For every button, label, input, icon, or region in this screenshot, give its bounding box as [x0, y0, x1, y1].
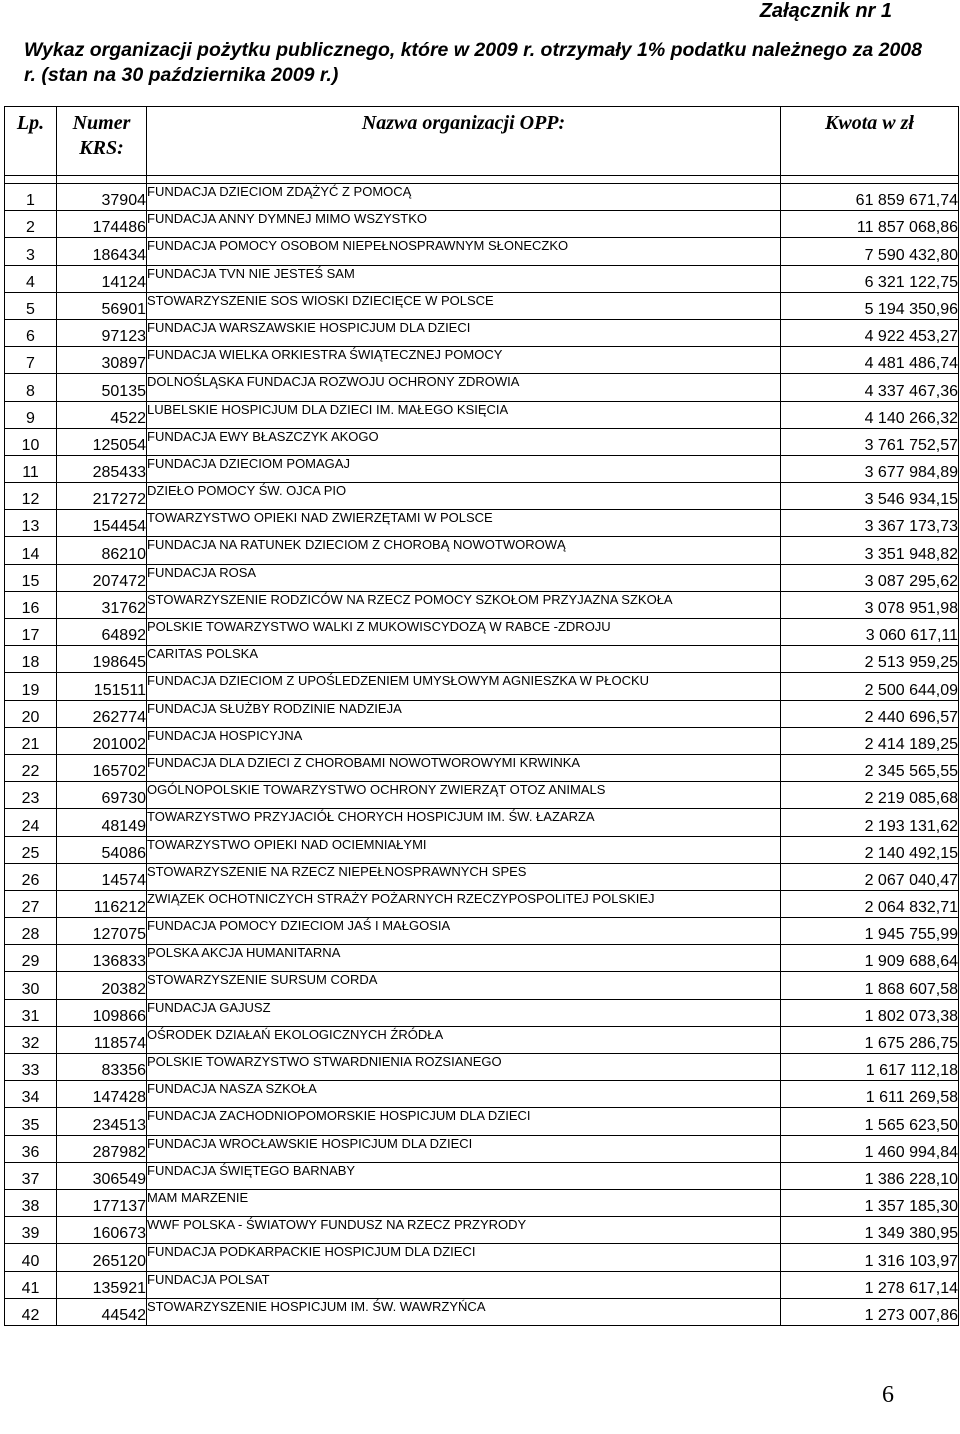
- cell-lp: 36: [5, 1135, 57, 1162]
- table-row: [5, 319, 959, 346]
- cell-lp: 34: [5, 1081, 57, 1108]
- cell-amount: 1 611 269,58: [781, 1081, 959, 1108]
- cell-krs: 217272: [57, 483, 147, 510]
- table-row: [5, 455, 959, 482]
- cell-krs: 198645: [57, 646, 147, 673]
- cell-amount: 1 386 228,10: [781, 1162, 959, 1189]
- table-row: [5, 374, 959, 401]
- cell-amount: 2 414 189,25: [781, 727, 959, 754]
- cell-lp: 8: [5, 374, 57, 401]
- cell-amount: 2 345 565,55: [781, 754, 959, 781]
- table-row: [5, 1081, 959, 1108]
- cell-amount: 2 140 492,15: [781, 836, 959, 863]
- cell-amount: 1 868 607,58: [781, 972, 959, 999]
- cell-amount: 1 617 112,18: [781, 1054, 959, 1081]
- cell-amount: 1 675 286,75: [781, 1026, 959, 1053]
- cell-amount: 3 546 934,15: [781, 483, 959, 510]
- cell-amount: 5 194 350,96: [781, 292, 959, 319]
- table-row: [5, 918, 959, 945]
- cell-name: STOWARZYSZENIE RODZICÓW NA RZECZ POMOCY SZKOŁOM PRZYJAZNA SZKOŁA: [147, 591, 781, 618]
- table-row: [5, 1162, 959, 1189]
- cell-name: FUNDACJA DZIECIOM POMAGAJ: [147, 455, 781, 482]
- cell-name: DOLNOŚLĄSKA FUNDACJA ROZWOJU OCHRONY ZDROWIA: [147, 374, 781, 401]
- cell-amount: 61 859 671,74: [781, 184, 959, 211]
- cell-krs: 154454: [57, 510, 147, 537]
- cell-krs: 4522: [57, 401, 147, 428]
- cell-name: FUNDACJA DZIECIOM Z UPOŚLEDZENIEM UMYSŁOWYM AGNIESZKA W PŁOCKU: [147, 673, 781, 700]
- table-row: [5, 265, 959, 292]
- cell-lp: 1: [5, 184, 57, 211]
- table-row: [5, 1054, 959, 1081]
- cell-name: OGÓLNOPOLSKIE TOWARZYSTWO OCHRONY ZWIERZĄT OTOZ ANIMALS: [147, 782, 781, 809]
- cell-krs: 127075: [57, 918, 147, 945]
- cell-amount: 1 909 688,64: [781, 945, 959, 972]
- header-amount: Kwota w zł: [781, 107, 959, 176]
- cell-krs: 147428: [57, 1081, 147, 1108]
- cell-name: POLSKIE TOWARZYSTWO STWARDNIENIA ROZSIANEGO: [147, 1054, 781, 1081]
- table-row: [5, 619, 959, 646]
- cell-krs: 69730: [57, 782, 147, 809]
- cell-name: FUNDACJA DZIECIOM ZDĄŻYĆ Z POMOCĄ: [147, 184, 781, 211]
- cell-lp: 25: [5, 836, 57, 863]
- cell-krs: 30897: [57, 347, 147, 374]
- cell-name: FUNDACJA DLA DZIECI Z CHOROBAMI NOWOTWOROWYMI KRWINKA: [147, 754, 781, 781]
- cell-name: FUNDACJA POMOCY OSOBOM NIEPEŁNOSPRAWNYM SŁONECZKO: [147, 238, 781, 265]
- cell-amount: 1 460 994,84: [781, 1135, 959, 1162]
- cell-amount: 2 440 696,57: [781, 700, 959, 727]
- cell-lp: 27: [5, 890, 57, 917]
- table-row: [5, 1026, 959, 1053]
- cell-name: FUNDACJA ŚWIĘTEGO BARNABY: [147, 1162, 781, 1189]
- table-row: [5, 510, 959, 537]
- cell-name: MAM MARZENIE: [147, 1189, 781, 1216]
- table-row: [5, 564, 959, 591]
- cell-amount: 3 060 617,11: [781, 619, 959, 646]
- cell-lp: 4: [5, 265, 57, 292]
- header-krs: Numer KRS:: [57, 107, 147, 176]
- cell-name: FUNDACJA POMOCY DZIECIOM JAŚ I MAŁGOSIA: [147, 918, 781, 945]
- cell-lp: 31: [5, 999, 57, 1026]
- header-name: Nazwa organizacji OPP:: [147, 107, 781, 176]
- cell-lp: 42: [5, 1298, 57, 1325]
- cell-name: TOWARZYSTWO OPIEKI NAD OCIEMNIAŁYMI: [147, 836, 781, 863]
- cell-amount: 3 078 951,98: [781, 591, 959, 618]
- cell-lp: 12: [5, 483, 57, 510]
- cell-name: STOWARZYSZENIE HOSPICJUM IM. ŚW. WAWRZYŃCA: [147, 1298, 781, 1325]
- cell-name: FUNDACJA PODKARPACKIE HOSPICJUM DLA DZIECI: [147, 1244, 781, 1271]
- cell-lp: 23: [5, 782, 57, 809]
- cell-amount: 4 922 453,27: [781, 319, 959, 346]
- cell-lp: 33: [5, 1054, 57, 1081]
- cell-amount: 3 677 984,89: [781, 455, 959, 482]
- cell-lp: 40: [5, 1244, 57, 1271]
- header-lp: Lp.: [5, 107, 57, 176]
- table-row: [5, 727, 959, 754]
- cell-lp: 15: [5, 564, 57, 591]
- table-row: [5, 428, 959, 455]
- table-row: [5, 1271, 959, 1298]
- cell-krs: 83356: [57, 1054, 147, 1081]
- cell-name: STOWARZYSZENIE SOS WIOSKI DZIECIĘCE W POLSCE: [147, 292, 781, 319]
- cell-krs: 151511: [57, 673, 147, 700]
- cell-krs: 14574: [57, 863, 147, 890]
- cell-amount: 1 278 617,14: [781, 1271, 959, 1298]
- cell-amount: 4 140 266,32: [781, 401, 959, 428]
- cell-krs: 207472: [57, 564, 147, 591]
- table-row: [5, 1298, 959, 1325]
- cell-krs: 125054: [57, 428, 147, 455]
- cell-lp: 38: [5, 1189, 57, 1216]
- cell-name: LUBELSKIE HOSPICJUM DLA DZIECI IM. MAŁEGO KSIĘCIA: [147, 401, 781, 428]
- cell-name: FUNDACJA EWY BŁASZCZYK AKOGO: [147, 428, 781, 455]
- cell-krs: 50135: [57, 374, 147, 401]
- table-body: [5, 176, 959, 1326]
- cell-name: FUNDACJA HOSPICYJNA: [147, 727, 781, 754]
- table-row: [5, 700, 959, 727]
- table-row: [5, 401, 959, 428]
- cell-krs: 165702: [57, 754, 147, 781]
- cell-krs: 285433: [57, 455, 147, 482]
- cell-krs: 56901: [57, 292, 147, 319]
- cell-lp: 41: [5, 1271, 57, 1298]
- cell-lp: 5: [5, 292, 57, 319]
- cell-krs: 48149: [57, 809, 147, 836]
- cell-lp: 26: [5, 863, 57, 890]
- table-row: [5, 1217, 959, 1244]
- cell-lp: 16: [5, 591, 57, 618]
- table-row: [5, 211, 959, 238]
- table-row: [5, 646, 959, 673]
- table-row: [5, 1108, 959, 1135]
- cell-name: FUNDACJA POLSAT: [147, 1271, 781, 1298]
- cell-lp: 13: [5, 510, 57, 537]
- cell-amount: 2 500 644,09: [781, 673, 959, 700]
- cell-amount: 1 316 103,97: [781, 1244, 959, 1271]
- cell-krs: 86210: [57, 537, 147, 564]
- cell-lp: 21: [5, 727, 57, 754]
- cell-lp: 14: [5, 537, 57, 564]
- cell-amount: 1 349 380,95: [781, 1217, 959, 1244]
- cell-name: FUNDACJA GAJUSZ: [147, 999, 781, 1026]
- cell-krs: 160673: [57, 1217, 147, 1244]
- cell-lp: 11: [5, 455, 57, 482]
- cell-krs: 201002: [57, 727, 147, 754]
- cell-krs: 287982: [57, 1135, 147, 1162]
- cell-krs: 135921: [57, 1271, 147, 1298]
- cell-krs: 44542: [57, 1298, 147, 1325]
- cell-krs: 306549: [57, 1162, 147, 1189]
- table-row: [5, 999, 959, 1026]
- cell-name: FUNDACJA WARSZAWSKIE HOSPICJUM DLA DZIECI: [147, 319, 781, 346]
- cell-name: TOWARZYSTWO PRZYJACIÓŁ CHORYCH HOSPICJUM IM. ŚW. ŁAZARZA: [147, 809, 781, 836]
- cell-krs: 109866: [57, 999, 147, 1026]
- cell-amount: 1 357 185,30: [781, 1189, 959, 1216]
- opp-table: [4, 106, 959, 1326]
- cell-lp: 19: [5, 673, 57, 700]
- table-row: [5, 483, 959, 510]
- cell-amount: 3 761 752,57: [781, 428, 959, 455]
- cell-name: FUNDACJA ANNY DYMNEJ MIMO WSZYSTKO: [147, 211, 781, 238]
- cell-lp: 35: [5, 1108, 57, 1135]
- cell-amount: 11 857 068,86: [781, 211, 959, 238]
- cell-name: POLSKIE TOWARZYSTWO WALKI Z MUKOWISCYDOZĄ W RABCE -ZDROJU: [147, 619, 781, 646]
- cell-krs: 118574: [57, 1026, 147, 1053]
- cell-name: ZWIĄZEK OCHOTNICZYCH STRAŻY POŻARNYCH RZECZYPOSPOLITEJ POLSKIEJ: [147, 890, 781, 917]
- cell-amount: 4 337 467,36: [781, 374, 959, 401]
- table-row: [5, 1244, 959, 1271]
- cell-lp: 17: [5, 619, 57, 646]
- cell-lp: 2: [5, 211, 57, 238]
- cell-amount: 3 367 173,73: [781, 510, 959, 537]
- attachment-label: Załącznik nr 1: [759, 0, 892, 22]
- table-row: [5, 809, 959, 836]
- table-row: [5, 1135, 959, 1162]
- cell-amount: 7 590 432,80: [781, 238, 959, 265]
- cell-krs: 262774: [57, 700, 147, 727]
- cell-krs: 177137: [57, 1189, 147, 1216]
- cell-krs: 174486: [57, 211, 147, 238]
- document-title: Wykaz organizacji pożytku publicznego, które w 2009 r. otrzymały 1% podatku należnego za 2008 r. (stan na 30 października 2009 r.): [24, 39, 922, 86]
- cell-lp: 10: [5, 428, 57, 455]
- cell-krs: 37904: [57, 184, 147, 211]
- table-row: [5, 863, 959, 890]
- table-row: [5, 238, 959, 265]
- cell-lp: 6: [5, 319, 57, 346]
- cell-krs: 64892: [57, 619, 147, 646]
- cell-name: DZIEŁO POMOCY ŚW. OJCA PIO: [147, 483, 781, 510]
- cell-name: STOWARZYSZENIE NA RZECZ NIEPEŁNOSPRAWNYCH SPES: [147, 863, 781, 890]
- cell-krs: 97123: [57, 319, 147, 346]
- table-row: [5, 972, 959, 999]
- cell-name: TOWARZYSTWO OPIEKI NAD ZWIERZĘTAMI W POLSCE: [147, 510, 781, 537]
- cell-krs: 136833: [57, 945, 147, 972]
- cell-name: OŚRODEK DZIAŁAŃ EKOLOGICZNYCH ŹRÓDŁA: [147, 1026, 781, 1053]
- cell-name: FUNDACJA WROCŁAWSKIE HOSPICJUM DLA DZIECI: [147, 1135, 781, 1162]
- cell-amount: 3 087 295,62: [781, 564, 959, 591]
- cell-amount: 2 513 959,25: [781, 646, 959, 673]
- cell-amount: 4 481 486,74: [781, 347, 959, 374]
- cell-krs: 14124: [57, 265, 147, 292]
- cell-amount: 6 321 122,75: [781, 265, 959, 292]
- cell-name: WWF POLSKA - ŚWIATOWY FUNDUSZ NA RZECZ PRZYRODY: [147, 1217, 781, 1244]
- cell-lp: 7: [5, 347, 57, 374]
- table-row: [5, 836, 959, 863]
- cell-amount: 1 565 623,50: [781, 1108, 959, 1135]
- table-row: [5, 890, 959, 917]
- cell-lp: 28: [5, 918, 57, 945]
- table-row: [5, 347, 959, 374]
- cell-krs: 186434: [57, 238, 147, 265]
- table-row: [5, 1189, 959, 1216]
- table-row: [5, 782, 959, 809]
- cell-krs: 265120: [57, 1244, 147, 1271]
- cell-amount: 2 193 131,62: [781, 809, 959, 836]
- table-row: [5, 673, 959, 700]
- cell-name: FUNDACJA NA RATUNEK DZIECIOM Z CHOROBĄ NOWOTWOROWĄ: [147, 537, 781, 564]
- cell-name: CARITAS POLSKA: [147, 646, 781, 673]
- cell-name: FUNDACJA TVN NIE JESTEŚ SAM: [147, 265, 781, 292]
- cell-name: POLSKA AKCJA HUMANITARNA: [147, 945, 781, 972]
- cell-amount: 1 802 073,38: [781, 999, 959, 1026]
- cell-lp: 18: [5, 646, 57, 673]
- cell-amount: 2 064 832,71: [781, 890, 959, 917]
- cell-name: FUNDACJA SŁUŻBY RODZINIE NADZIEJA: [147, 700, 781, 727]
- cell-lp: 20: [5, 700, 57, 727]
- table-header-row: [5, 107, 959, 176]
- cell-krs: 31762: [57, 591, 147, 618]
- spacer-row: [5, 176, 959, 184]
- cell-krs: 20382: [57, 972, 147, 999]
- cell-lp: 39: [5, 1217, 57, 1244]
- table-row: [5, 184, 959, 211]
- cell-name: FUNDACJA WIELKA ORKIESTRA ŚWIĄTECZNEJ POMOCY: [147, 347, 781, 374]
- cell-krs: 54086: [57, 836, 147, 863]
- cell-lp: 37: [5, 1162, 57, 1189]
- page-number: 6: [882, 1382, 894, 1408]
- cell-amount: 1 945 755,99: [781, 918, 959, 945]
- cell-name: FUNDACJA NASZA SZKOŁA: [147, 1081, 781, 1108]
- cell-krs: 234513: [57, 1108, 147, 1135]
- table-row: [5, 591, 959, 618]
- table-row: [5, 945, 959, 972]
- cell-lp: 9: [5, 401, 57, 428]
- cell-amount: 2 219 085,68: [781, 782, 959, 809]
- cell-amount: 2 067 040,47: [781, 863, 959, 890]
- cell-name: FUNDACJA ZACHODNIOPOMORSKIE HOSPICJUM DLA DZIECI: [147, 1108, 781, 1135]
- cell-lp: 30: [5, 972, 57, 999]
- cell-lp: 29: [5, 945, 57, 972]
- table-row: [5, 754, 959, 781]
- table-row: [5, 537, 959, 564]
- cell-lp: 24: [5, 809, 57, 836]
- cell-krs: 116212: [57, 890, 147, 917]
- cell-name: STOWARZYSZENIE SURSUM CORDA: [147, 972, 781, 999]
- cell-lp: 22: [5, 754, 57, 781]
- table-row: [5, 292, 959, 319]
- cell-amount: 3 351 948,82: [781, 537, 959, 564]
- cell-name: FUNDACJA ROSA: [147, 564, 781, 591]
- cell-lp: 32: [5, 1026, 57, 1053]
- cell-amount: 1 273 007,86: [781, 1298, 959, 1325]
- cell-lp: 3: [5, 238, 57, 265]
